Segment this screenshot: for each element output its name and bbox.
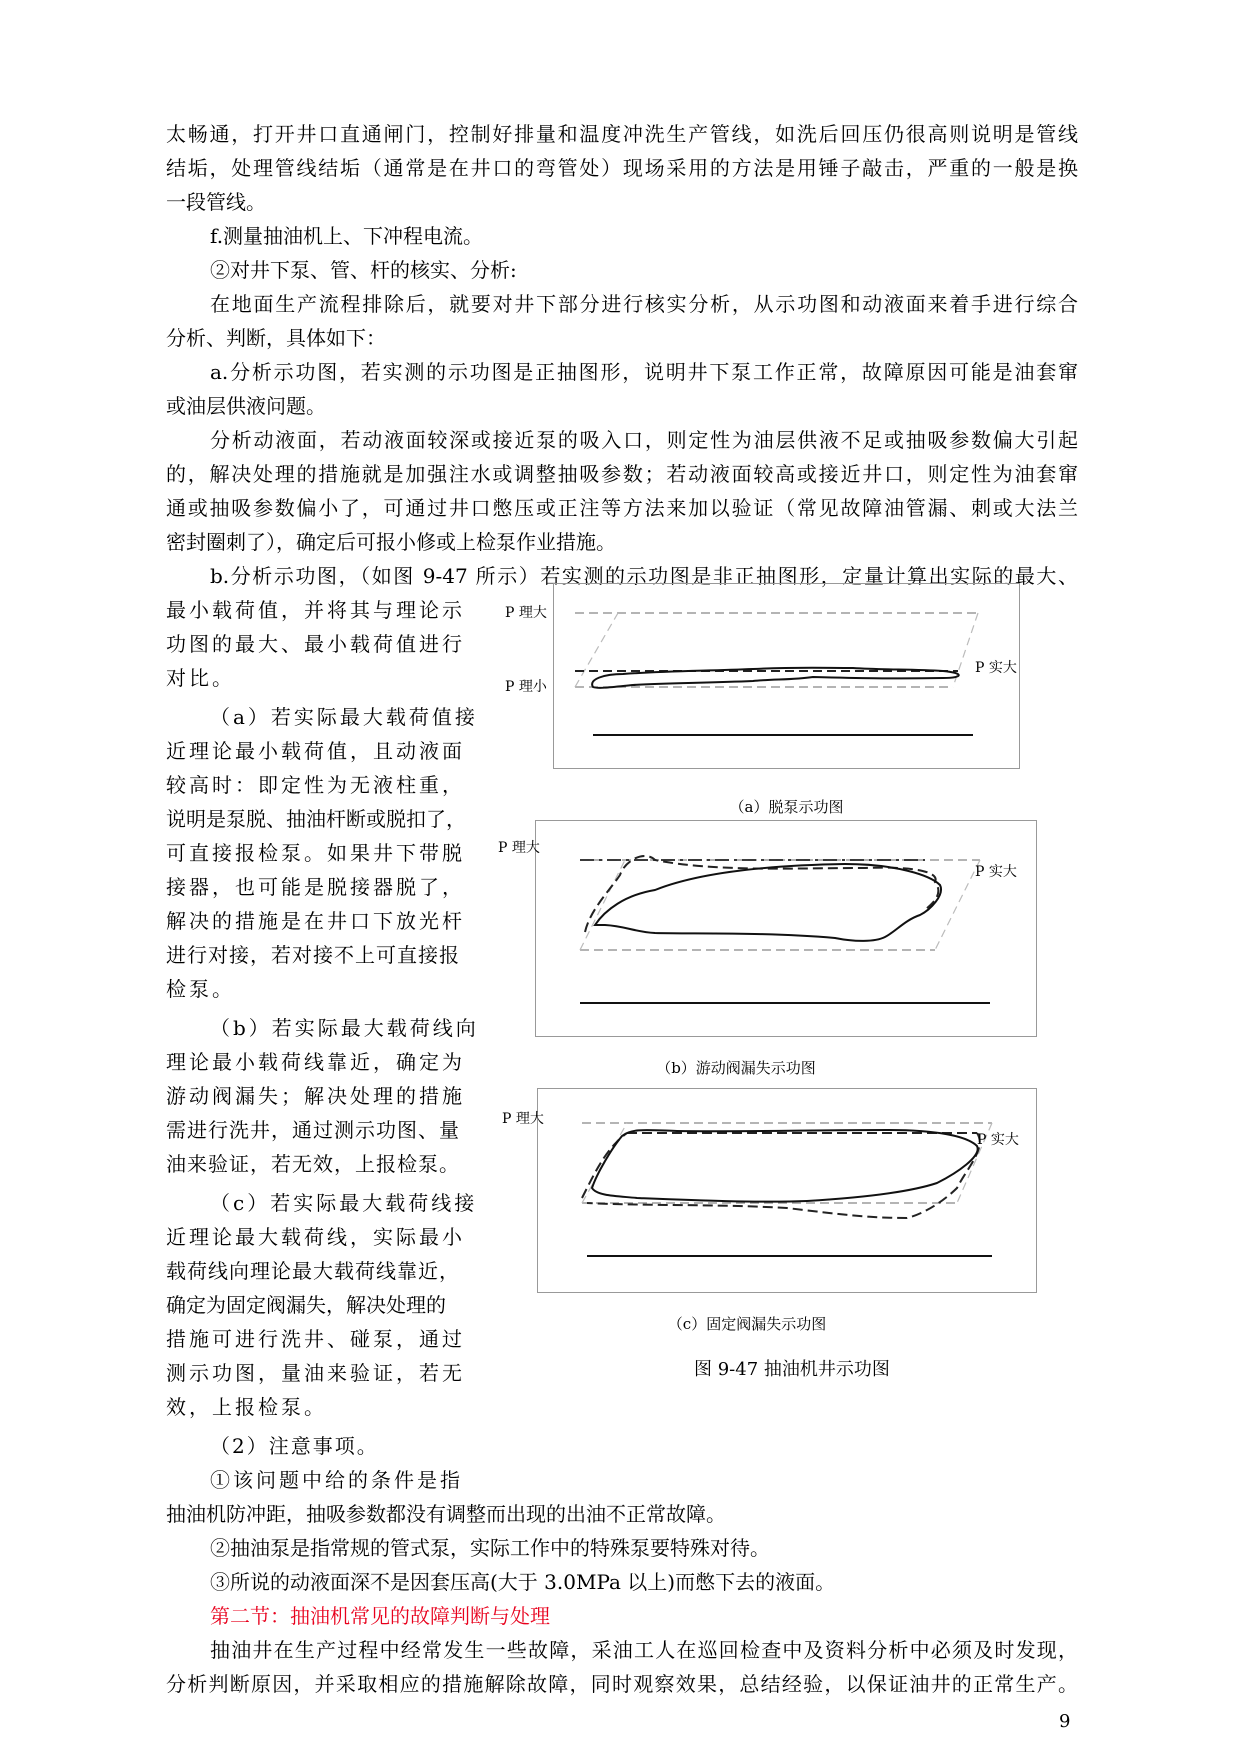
figure-a-caption: （a）脱泵示功图 [729,798,844,816]
theory-left-edge [580,860,625,950]
actual-load-dashed [582,1133,980,1218]
text-line: 解决的措施是在井口下放光杆 [166,909,465,933]
text-line: 结垢，处理管线结垢（通常是在井口的弯管处）现场采用的方法是用锤子敲击，严重的一般是换 [166,156,1078,180]
case-a: （a）若实际最大载荷值接 [210,705,478,729]
text-line: 近理论最小载荷值，且动液面 [166,739,465,763]
text-line: 抽油机防冲距，抽吸参数都没有调整而出现的出油不正常故障。 [166,1502,726,1526]
text-line: 密封圈刺了），确定后可报小修或上检泵作业措施。 [166,530,616,554]
text-line: 对比。 [166,666,235,690]
list-item-f: f.测量抽油机上、下冲程电流。 [210,224,484,248]
text-line: 较高时：即定性为无液柱重， [166,773,465,797]
text-line: 在地面生产流程排除后，就要对井下部分进行核实分析，从示功图和动液面来着手进行综合 [210,292,1078,316]
label-p-actual: P 实大 [975,660,1017,676]
figure-frame [536,821,1037,1037]
text-line: 分析判断原因，并采取相应的措施解除故障，同时观察效果，总结经验，以保证油井的正常生产。 [166,1672,1078,1696]
text-line: 测示功图，量油来验证，若无 [166,1361,465,1385]
case-b: （b）若实际最大载荷线向 [210,1016,479,1040]
text-line: 措施可进行洗井、碰泵，通过 [166,1327,465,1351]
text-line: 抽油井在生产过程中经常发生一些故障，采油工人在巡回检查中及资料分析中必须及时发现， [210,1638,1078,1662]
notes-heading: （2）注意事项。 [210,1434,379,1458]
text-line: 载荷线向理论最大载荷线靠近， [166,1259,460,1283]
label-p-min: P 理小 [505,679,547,695]
text-line: 最小载荷值，并将其与理论示 [166,598,465,622]
text-line: 或油层供液问题。 [166,394,326,418]
label-p-max: P 理大 [505,605,547,621]
text-line: 接器，也可能是脱接器脱了， [166,875,465,899]
figure-c-caption: （c）固定阀漏失示功图 [667,1315,827,1333]
text-line: 油来验证，若无效，上报检泵。 [166,1152,460,1176]
measured-card-curve [595,864,941,941]
section-heading: 第二节：抽油机常见的故障判断与处理 [210,1604,550,1628]
text-line: 确定为固定阀漏失，解决处理的 [166,1293,446,1317]
page-number: 9 [1059,1711,1071,1732]
text-line: 功图的最大、最小载荷值进行 [166,632,465,656]
figure-title: 图 9-47 抽油机井示功图 [694,1359,890,1380]
text-line: 效，上报检泵。 [166,1395,327,1419]
figure-c-diagram [502,1088,1037,1293]
text-line: 分析动液面，若动液面较深或接近泵的吸入口，则定性为油层供液不足或抽吸参数偏大引起 [210,428,1078,452]
text-line: 一段管线。 [166,190,266,214]
text-line: 说明是泵脱、抽油杆断或脱扣了， [166,807,466,831]
text-line: 通或抽吸参数偏小了，可通过井口憋压或正注等方法来加以验证（常见故障油管漏、刺或大法兰 [166,496,1078,520]
label-p-actual: P 实大 [977,1132,1019,1148]
text-line: 可直接报检泵。如果井下带脱 [166,841,465,865]
list-item-a: a.分析示功图，若实测的示功图是正抽图形，说明井下泵工作正常，故障原因可能是油套窜 [210,360,1078,384]
note-3: ③所说的动液面深不是因套压高(大于 3.0MPa 以上)而憋下去的液面。 [210,1570,836,1594]
label-p-max: P 理大 [498,840,540,856]
text-line: 分析、判断，具体如下： [166,326,386,350]
figure-a-diagram [505,583,1020,769]
text-line: 近理论最大载荷线，实际最小 [166,1225,465,1249]
text-line: 进行对接，若对接不上可直接报 [166,943,460,967]
list-item-2: ②对井下泵、管、杆的核实、分析: [210,258,517,282]
figure-frame [538,1089,1037,1293]
list-item-b: b.分析示功图，（如图 9-47 所示）若实测的示功图是非正抽图形，定量计算出实际的最大、 [210,564,1078,588]
note-1: ①该问题中给的条件是指 [210,1468,463,1492]
theory-left-edge [575,613,618,687]
theory-right-edge [935,860,980,950]
figure-frame [554,584,1020,769]
case-c: （c）若实际最大载荷线接 [210,1191,478,1215]
text-line: 游动阀漏失；解决处理的措施 [166,1084,465,1108]
figure-b-caption: （b）游动阀漏失示功图 [656,1059,816,1077]
measured-card-curve [592,1130,978,1202]
text-line: 的，解决处理的措施就是加强注水或调整抽吸参数；若动液面较高或接近井口，则定性为油套窜 [166,462,1078,486]
text-line: 需进行洗井，通过测示功图、量 [166,1118,460,1142]
figure-b-diagram [498,820,1037,1037]
label-p-actual: P 实大 [975,864,1017,880]
note-2: ②抽油泵是指常规的管式泵，实际工作中的特殊泵要特殊对待。 [210,1536,770,1560]
text-line: 理论最小载荷线靠近，确定为 [166,1050,465,1074]
text-line: 检泵。 [166,977,235,1001]
label-p-max: P 理大 [502,1111,544,1127]
text-line: 太畅通，打开井口直通闸门，控制好排量和温度冲洗生产管线，如洗后回压仍很高则说明是管线 [166,122,1078,146]
